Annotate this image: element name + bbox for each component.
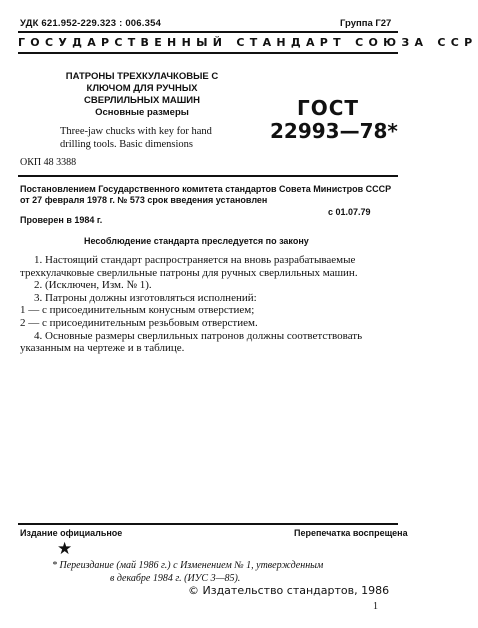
paragraph-1: 1. Настоящий стандарт распространяется на вновь разрабатываемые трехкулачковые сверлильные патроны для ручных сверлильных машин. bbox=[20, 254, 358, 279]
state-standard-banner: ГОСУДАРСТВЕННЫЙ СТАНДАРТ СОЮЗА ССР bbox=[18, 36, 478, 49]
footnote-line-1: * Переиздание (май 1986 г.) с Изменением № 1, утвержденным bbox=[52, 560, 324, 571]
resolution-text: Постановлением Государственного комитета стандартов Совета Министров СССР от 27 февраля 1978 г. № 573 срок введения установлен bbox=[20, 184, 392, 205]
header-top-rule bbox=[18, 31, 398, 33]
reissue-footnote bbox=[52, 559, 372, 585]
body-text bbox=[20, 254, 400, 355]
reprint-notice: Перепечатка воспрещена bbox=[294, 528, 408, 538]
star-icon: ★ bbox=[57, 539, 73, 558]
paragraph-3-item-1: 1 — с присоединительным конусным отверстием; bbox=[20, 304, 255, 317]
paragraph-4: 4. Основные размеры сверлильных патронов должны соответствовать указанным на чертеже и в таблице. bbox=[20, 329, 363, 355]
effective-date: с 01.07.79 bbox=[328, 207, 371, 217]
document-title-ru: ПАТРОНЫ ТРЕХКУЛАЧКОВЫЕ С КЛЮЧОМ ДЛЯ РУЧНЫХ СВЕРЛИЛЬНЫХ МАШИН bbox=[65, 71, 219, 106]
gost-label: ГОСТ bbox=[297, 96, 360, 120]
footer-rule bbox=[18, 523, 398, 525]
paragraph-3-item-2: 2 — с присоединительным резьбовым отверстием. bbox=[20, 316, 258, 329]
header-bottom-rule bbox=[18, 52, 398, 54]
checked-year: Проверен в 1984 г. bbox=[20, 215, 103, 225]
paragraph-3: 3. Патроны должны изготовляться исполнений: bbox=[34, 291, 257, 304]
okp-code: ОКП 48 3388 bbox=[20, 157, 77, 168]
footnote-line-2: в декабре 1984 г. (ИУС 3—85). bbox=[110, 573, 241, 584]
page-number: 1 bbox=[373, 601, 378, 612]
paragraph-2: 2. (Исключен, Изм. № 1). bbox=[34, 279, 152, 292]
section-rule bbox=[18, 175, 398, 177]
violation-notice: Несоблюдение стандарта преследуется по закону bbox=[84, 236, 309, 246]
udk-code: УДК 621.952-229.323 : 006.354 bbox=[20, 18, 162, 29]
document-title-en: Three-jaw chucks with key for hand drilling tools. Basic dimensions bbox=[60, 126, 212, 150]
gost-number: 22993—78* bbox=[270, 119, 398, 143]
copyright-line: © Издательство стандартов, 1986 bbox=[188, 584, 390, 597]
document-subtitle-ru: Основные размеры bbox=[95, 107, 189, 118]
official-edition: Издание официальное bbox=[20, 528, 123, 538]
group-code: Группа Г27 bbox=[340, 18, 392, 29]
